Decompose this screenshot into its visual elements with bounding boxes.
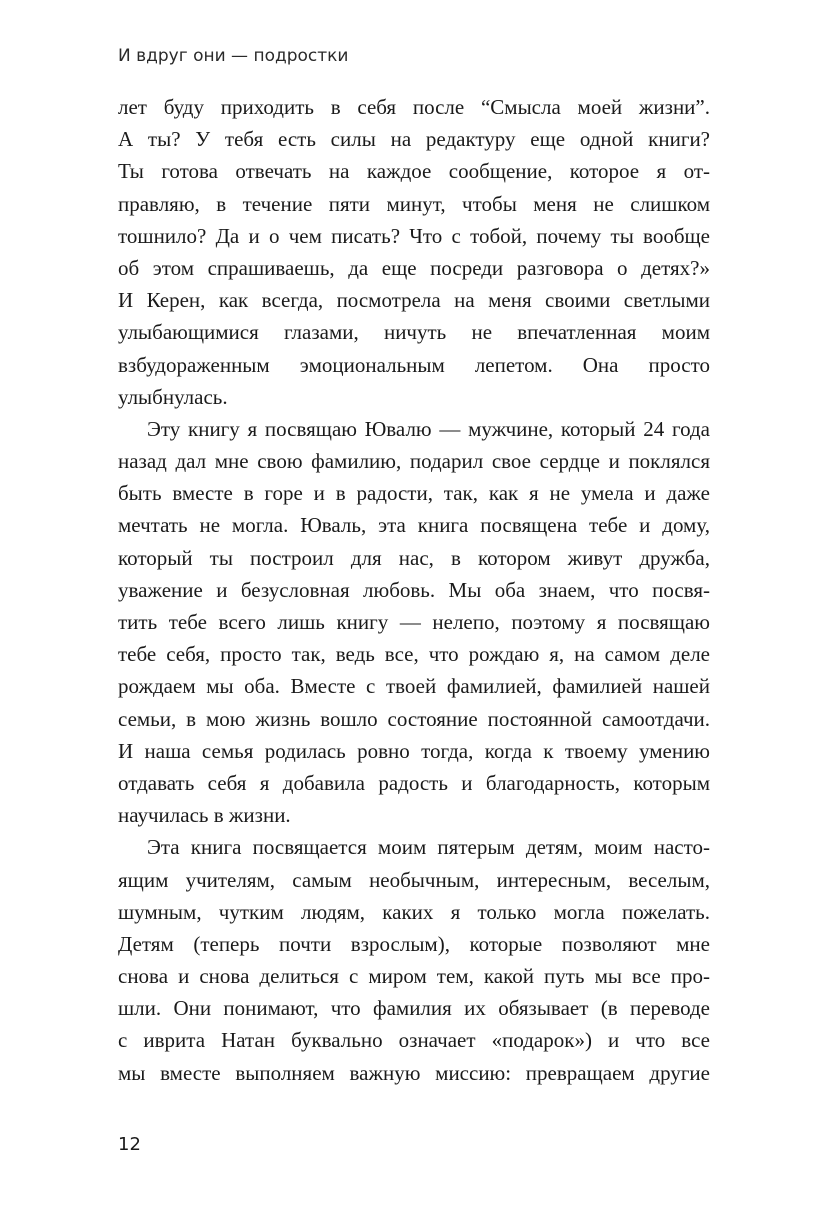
text-line: А ты? У тебя есть силы на редактуру еще одной книги? <box>118 127 710 152</box>
text-line: правляю, в течение пяти минут, чтобы меня не слишком <box>118 191 710 216</box>
text-line: быть вместе в горе и в радости, так, как я не умела и даже <box>118 481 710 506</box>
text-line: тошнило? Да и о чем писать? Что с тобой, почему ты вообще <box>118 223 710 248</box>
page-number: 12 <box>118 1134 141 1155</box>
text-line: взбудораженным эмоциональным лепетом. Она просто <box>118 352 710 377</box>
text-line: семьи, в мою жизнь вошло состояние постоянной самоотдачи. <box>118 706 710 731</box>
text-line: об этом спрашиваешь, да еще посреди разговора о детях?» <box>118 255 710 280</box>
text-line: Детям (теперь почти взрослым), которые позволяют мне <box>118 931 710 956</box>
text-line: мечтать не могла. Юваль, эта книга посвящена тебе и дому, <box>118 513 710 538</box>
text-line: улыбающимися глазами, ничуть не впечатленная моим <box>118 320 710 345</box>
text-line: мы вместе выполняем важную миссию: превращаем другие <box>118 1060 710 1085</box>
text-line: Эта книга посвящается моим пятерым детям, моим насто- <box>147 835 710 860</box>
text-line: с иврита Натан буквально означает «подарок») и что все <box>118 1028 710 1053</box>
text-line: рождаем мы оба. Вместе с твоей фамилией, фамилией нашей <box>118 674 710 699</box>
text-line: Ты готова отвечать на каждое сообщение, которое я от- <box>118 159 710 184</box>
text-line: шли. Они понимают, что фамилия их обязывает (в переводе <box>118 996 710 1021</box>
running-header: И вдруг они — подростки <box>118 46 349 66</box>
text-line: шумным, чутким людям, каких я только могла пожелать. <box>118 899 710 924</box>
text-line: который ты построил для нас, в котором живут дружба, <box>118 545 710 570</box>
text-line: Эту книгу я посвящаю Ювалю — мужчине, который 24 года <box>147 416 710 441</box>
text-line: уважение и безусловная любовь. Мы оба знаем, что посвя- <box>118 577 710 602</box>
text-line: И наша семья родилась ровно тогда, когда к твоему умению <box>118 738 710 763</box>
text-line: тить тебе всего лишь книгу — нелепо, поэтому я посвящаю <box>118 610 710 634</box>
text-line: И Керен, как всегда, посмотрела на меня своими светлыми <box>118 288 710 313</box>
text-line: назад дал мне свою фамилию, подарил свое сердце и поклялся <box>118 449 710 474</box>
text-line: снова и снова делиться с миром тем, какой путь мы все про- <box>118 964 710 989</box>
text-line: ящим учителям, самым необычным, интересным, веселым, <box>118 867 710 892</box>
text-line: отдавать себя я добавила радость и благодарность, которым <box>118 770 710 795</box>
text-line: лет буду приходить в себя после “Смысла моей жизни”. <box>118 95 710 119</box>
body-text <box>118 91 710 1089</box>
text-line: научилась в жизни. <box>118 803 291 828</box>
text-line: улыбнулась. <box>118 384 228 409</box>
text-line: тебе себя, просто так, ведь все, что рождаю я, на самом деле <box>118 642 710 667</box>
